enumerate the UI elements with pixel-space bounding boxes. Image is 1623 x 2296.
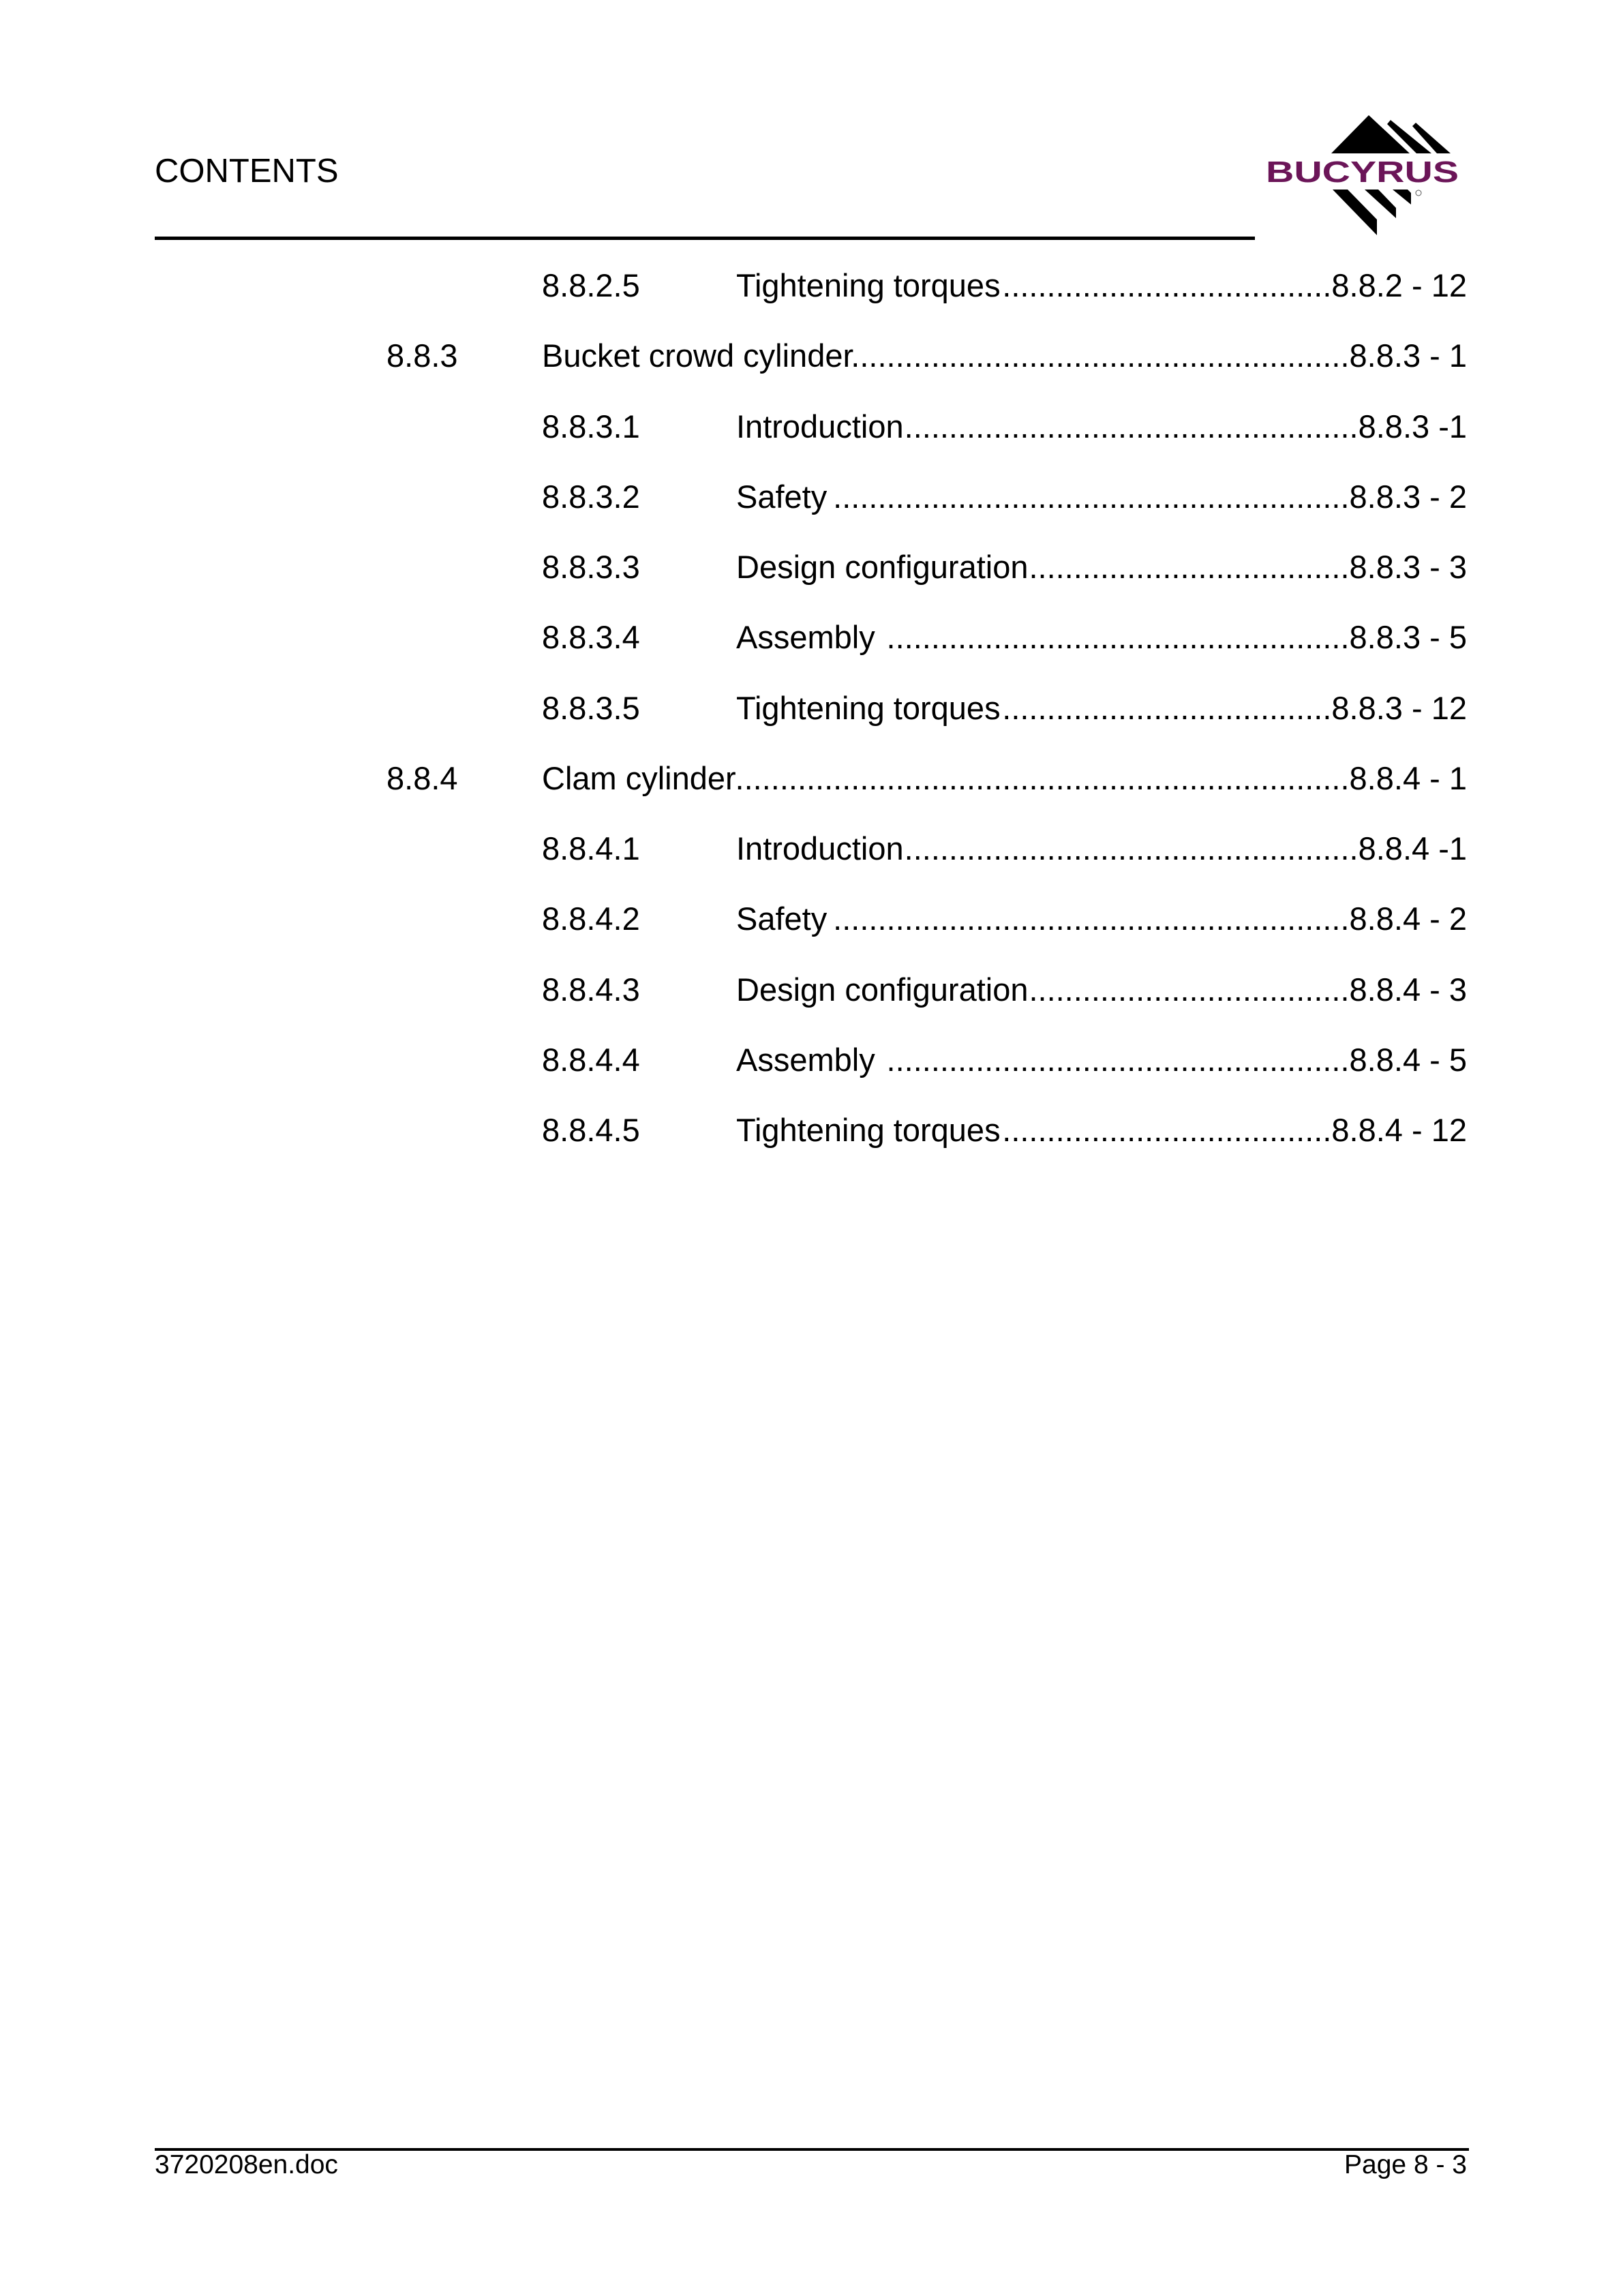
toc-entry-title[interactable]: Assembly (736, 1041, 884, 1078)
toc-entry-page[interactable]: 8.8.4 - 2 (1349, 901, 1467, 937)
toc-entry-number: 8.8.3.5 (542, 689, 640, 726)
toc-entry[interactable] (0, 883, 1623, 954)
toc-entry-line (736, 673, 1467, 743)
toc-entry-number: 8.8.3 (386, 337, 458, 374)
logo-wordmark: BUCYRUS (1266, 155, 1459, 189)
toc-entry-line (542, 743, 1467, 813)
toc-dot-leader (1001, 673, 1332, 743)
toc-entry-title[interactable]: Safety (736, 478, 836, 515)
toc-entry-line (736, 250, 1467, 320)
toc-entry-line (736, 462, 1467, 532)
toc-entry-title[interactable]: Bucket crowd cylinder (542, 337, 854, 374)
toc-dot-leader (884, 602, 1350, 672)
toc-entry-page[interactable]: 8.8.4 - 5 (1349, 1041, 1467, 1078)
toc-entry-page[interactable]: 8.8.3 - 2 (1349, 478, 1467, 515)
toc-entry-line (736, 391, 1467, 462)
toc-entry-title[interactable]: Safety (736, 901, 836, 937)
toc-dot-leader (736, 743, 1350, 813)
toc-entry-number: 8.8.3.3 (542, 549, 640, 585)
toc-entry-line (542, 320, 1467, 391)
toc-entry-page[interactable]: 8.8.4 -1 (1358, 830, 1467, 866)
toc-entry[interactable] (0, 532, 1623, 602)
toc-entry-title[interactable]: Introduction (736, 830, 904, 866)
toc-entry-page[interactable]: 8.8.3 -1 (1358, 408, 1467, 444)
toc-entry[interactable] (0, 743, 1623, 813)
toc-dot-leader (1001, 1095, 1332, 1165)
toc-entry-line (736, 532, 1467, 602)
toc-entry-title[interactable]: Design configuration (736, 971, 1029, 1008)
toc-entry-page[interactable]: 8.8.3 - 12 (1331, 689, 1467, 726)
toc-entry[interactable] (0, 1095, 1623, 1165)
toc-entry[interactable] (0, 1025, 1623, 1095)
toc-entry[interactable] (0, 250, 1623, 320)
toc-entry-line (736, 1095, 1467, 1165)
toc-entry-line (736, 883, 1467, 954)
toc-dot-leader (904, 391, 1359, 462)
toc-entry-number: 8.8.4.1 (542, 830, 640, 866)
toc-dot-leader (1029, 954, 1350, 1025)
toc-entry-title[interactable]: Assembly (736, 619, 884, 656)
toc-entry-number: 8.8.4 (386, 759, 458, 796)
toc-entry-number: 8.8.3.4 (542, 619, 640, 656)
toc-entry-line (736, 1025, 1467, 1095)
toc-entry-line (736, 954, 1467, 1025)
toc-entry-number: 8.8.4.3 (542, 971, 640, 1008)
toc-entry-title[interactable]: Tightening torques (736, 689, 1001, 726)
toc-entry-number: 8.8.4.5 (542, 1112, 640, 1148)
toc-entry-line (736, 602, 1467, 672)
toc-entry[interactable] (0, 673, 1623, 743)
mountain-mark-icon (1261, 109, 1466, 245)
toc-entry-number: 8.8.3.1 (542, 408, 640, 444)
toc-entry[interactable] (0, 954, 1623, 1025)
header-divider (155, 237, 1255, 240)
toc-entry-page[interactable]: 8.8.3 - 5 (1349, 619, 1467, 656)
toc-entry[interactable] (0, 462, 1623, 532)
toc-entry[interactable] (0, 813, 1623, 883)
page-section-title: CONTENTS (155, 153, 339, 190)
toc-entry-page[interactable]: 8.8.4 - 3 (1349, 971, 1467, 1008)
footer-page-number: Page 8 - 3 (1344, 2150, 1467, 2179)
toc-entry-page[interactable]: 8.8.3 - 3 (1349, 549, 1467, 585)
toc-entry-title[interactable]: Introduction (736, 408, 904, 444)
toc-dot-leader (1001, 250, 1332, 320)
table-of-contents (0, 250, 1623, 1165)
toc-dot-leader (836, 462, 1349, 532)
toc-entry-page[interactable]: 8.8.3 - 1 (1349, 337, 1467, 374)
toc-entry-page[interactable]: 8.8.2 - 12 (1331, 267, 1467, 303)
toc-entry-number: 8.8.2.5 (542, 267, 640, 303)
toc-entry-title[interactable]: Design configuration (736, 549, 1029, 585)
toc-entry[interactable] (0, 391, 1623, 462)
toc-entry[interactable] (0, 320, 1623, 391)
bucyrus-logo (1261, 109, 1466, 245)
toc-entry-title[interactable]: Tightening torques (736, 267, 1001, 303)
toc-entry-number: 8.8.3.2 (542, 478, 640, 515)
toc-entry-page[interactable]: 8.8.4 - 12 (1331, 1112, 1467, 1148)
toc-entry-title[interactable]: Clam cylinder (542, 759, 736, 796)
toc-entry-page[interactable]: 8.8.4 - 1 (1349, 759, 1467, 796)
toc-entry-number: 8.8.4.2 (542, 901, 640, 937)
toc-dot-leader (1029, 532, 1350, 602)
toc-entry-title[interactable]: Tightening torques (736, 1112, 1001, 1148)
toc-dot-leader (853, 320, 1349, 391)
footer-divider (155, 2148, 1469, 2151)
toc-entry-line (736, 813, 1467, 883)
toc-dot-leader (884, 1025, 1350, 1095)
toc-dot-leader (836, 883, 1349, 954)
toc-entry[interactable] (0, 602, 1623, 672)
footer-document-name: 3720208en.doc (155, 2150, 338, 2179)
toc-entry-number: 8.8.4.4 (542, 1041, 640, 1078)
toc-dot-leader (904, 813, 1359, 883)
